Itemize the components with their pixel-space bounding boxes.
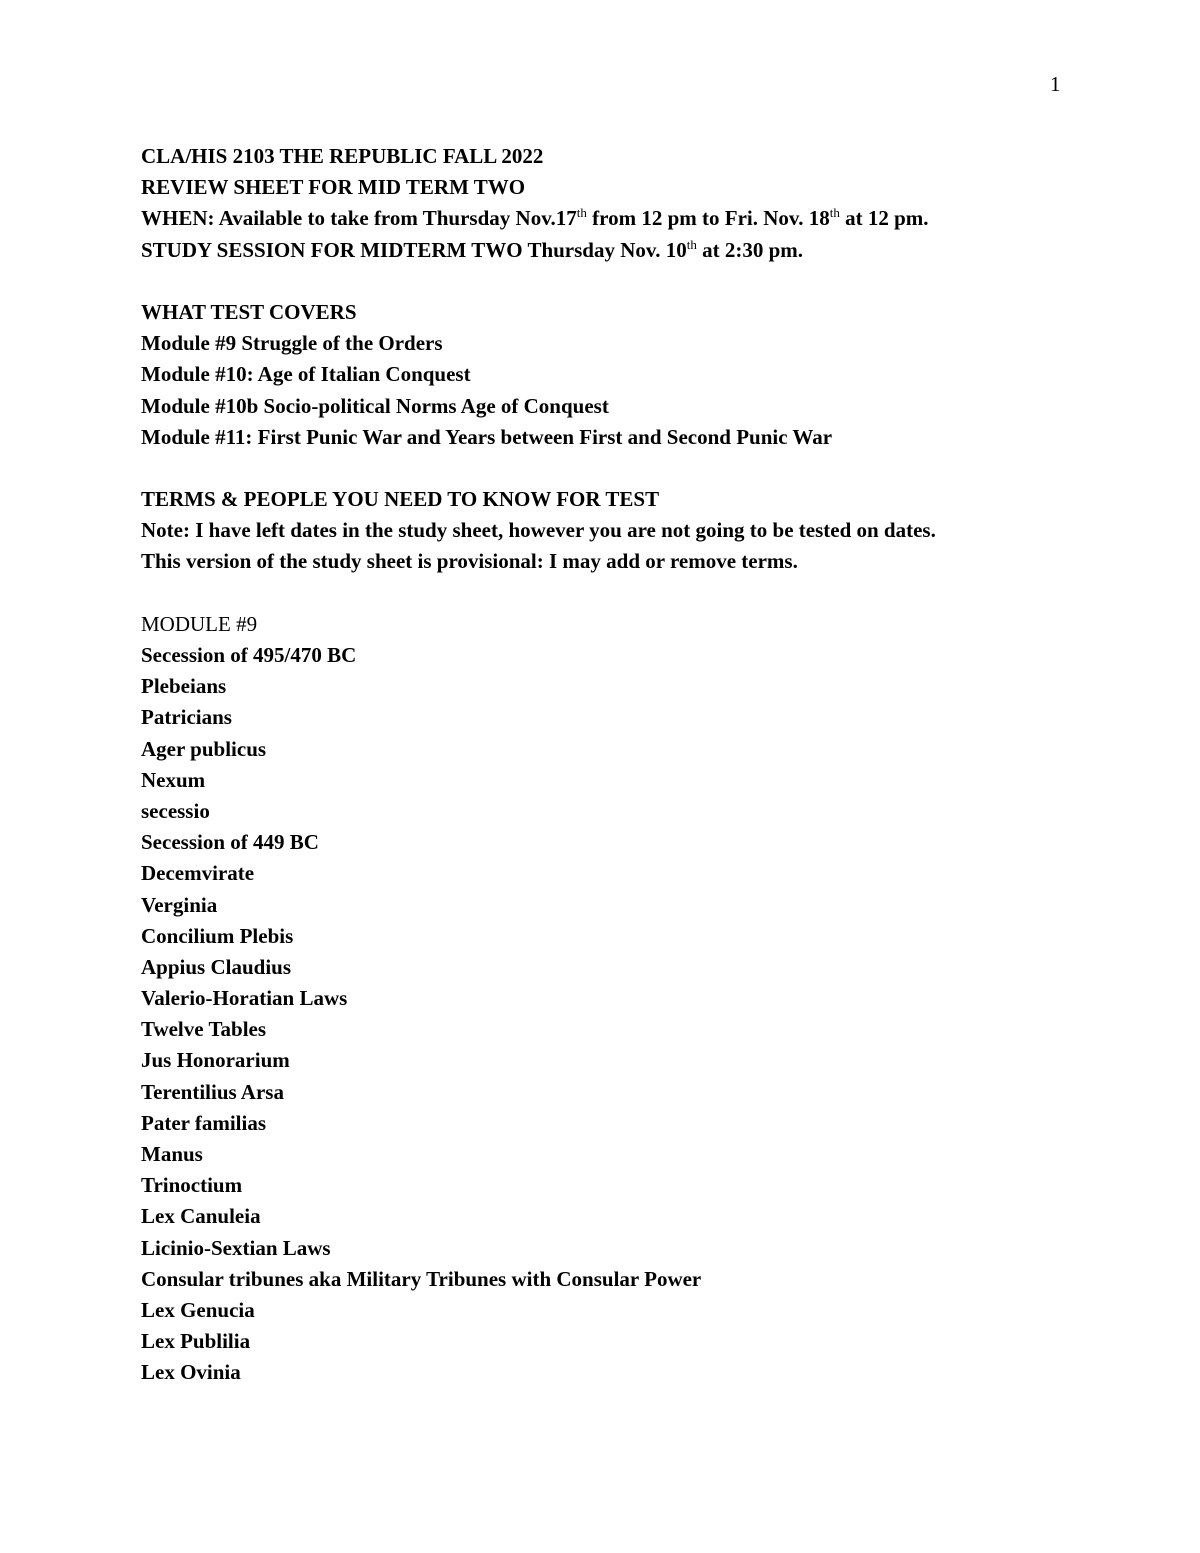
term-item: Lex Ovinia: [141, 1360, 241, 1385]
terms-note: Note: I have left dates in the study sheet, however you are not going to be tested on dates.: [141, 518, 936, 543]
when-line: [141, 203, 1101, 234]
study-session-line: [141, 235, 1101, 266]
term-item: Plebeians: [141, 674, 227, 699]
term-item: Secession of 495/470 BC: [141, 643, 357, 667]
terms-heading: TERMS & PEOPLE YOU NEED TO KNOW FOR TEST: [141, 487, 660, 512]
term-item: secessio: [141, 798, 210, 823]
document-body: [141, 141, 1101, 1389]
term-item: Licinio-Sextian Laws: [141, 1235, 331, 1260]
study-session-text-1: STUDY SESSION FOR MIDTERM TWO Thursday Nov. 10: [141, 237, 687, 262]
study-session-text-2: at 2:30 pm.: [696, 237, 804, 262]
term-item: Decemvirate: [141, 861, 255, 886]
term-item: Valerio-Horatian Laws: [141, 986, 348, 1011]
sheet-title: REVIEW SHEET FOR MID TERM TWO: [141, 175, 526, 200]
term-item: Lex Publilia: [141, 1329, 251, 1354]
term-item: Nexum: [141, 767, 206, 792]
term-item: Pater familias: [141, 1110, 266, 1135]
course-title: CLA/HIS 2103 THE REPUBLIC FALL 2022: [141, 144, 544, 168]
spacer: [141, 578, 1101, 609]
spacer: [141, 266, 1101, 297]
terms-note: This version of the study sheet is provisional: I may add or remove terms.: [141, 549, 798, 574]
study-session-sup-1: th: [686, 236, 697, 252]
term-item: Consular tribunes aka Military Tribunes with Consular Power: [141, 1266, 702, 1291]
term-item: Secession of 449 BC: [141, 830, 319, 855]
coverage-module: Module #10b Socio-political Norms Age of Conquest: [141, 393, 609, 418]
when-sup-2: th: [829, 205, 840, 221]
when-text-3: at 12 pm.: [839, 206, 929, 231]
page-number: 1: [1050, 72, 1061, 96]
term-item: Appius Claudius: [141, 954, 292, 979]
term-item: Jus Honorarium: [141, 1048, 290, 1073]
term-item: Concilium Plebis: [141, 923, 294, 948]
coverage-module: Module #10: Age of Italian Conquest: [141, 362, 471, 387]
term-item: Trinoctium: [141, 1173, 243, 1198]
coverage-heading: WHAT TEST COVERS: [141, 299, 357, 324]
term-item: Patricians: [141, 705, 232, 730]
term-item: Lex Genucia: [141, 1297, 255, 1322]
spacer: [141, 453, 1101, 484]
term-item: Ager publicus: [141, 736, 267, 761]
when-sup-1: th: [576, 205, 587, 221]
coverage-module: Module #9 Struggle of the Orders: [141, 331, 443, 356]
term-item: Lex Canuleia: [141, 1204, 261, 1229]
term-item: Terentilius Arsa: [141, 1079, 284, 1104]
when-text-2: from 12 pm to Fri. Nov. 18: [586, 206, 830, 231]
term-item: Verginia: [141, 892, 218, 917]
term-item: Twelve Tables: [141, 1017, 267, 1042]
coverage-module: Module #11: First Punic War and Years between First and Second Punic War: [141, 424, 833, 449]
term-item: Manus: [141, 1142, 203, 1166]
module9-heading: MODULE #9: [141, 611, 258, 636]
when-text-1: WHEN: Available to take from Thursday Nov.17: [141, 206, 577, 231]
